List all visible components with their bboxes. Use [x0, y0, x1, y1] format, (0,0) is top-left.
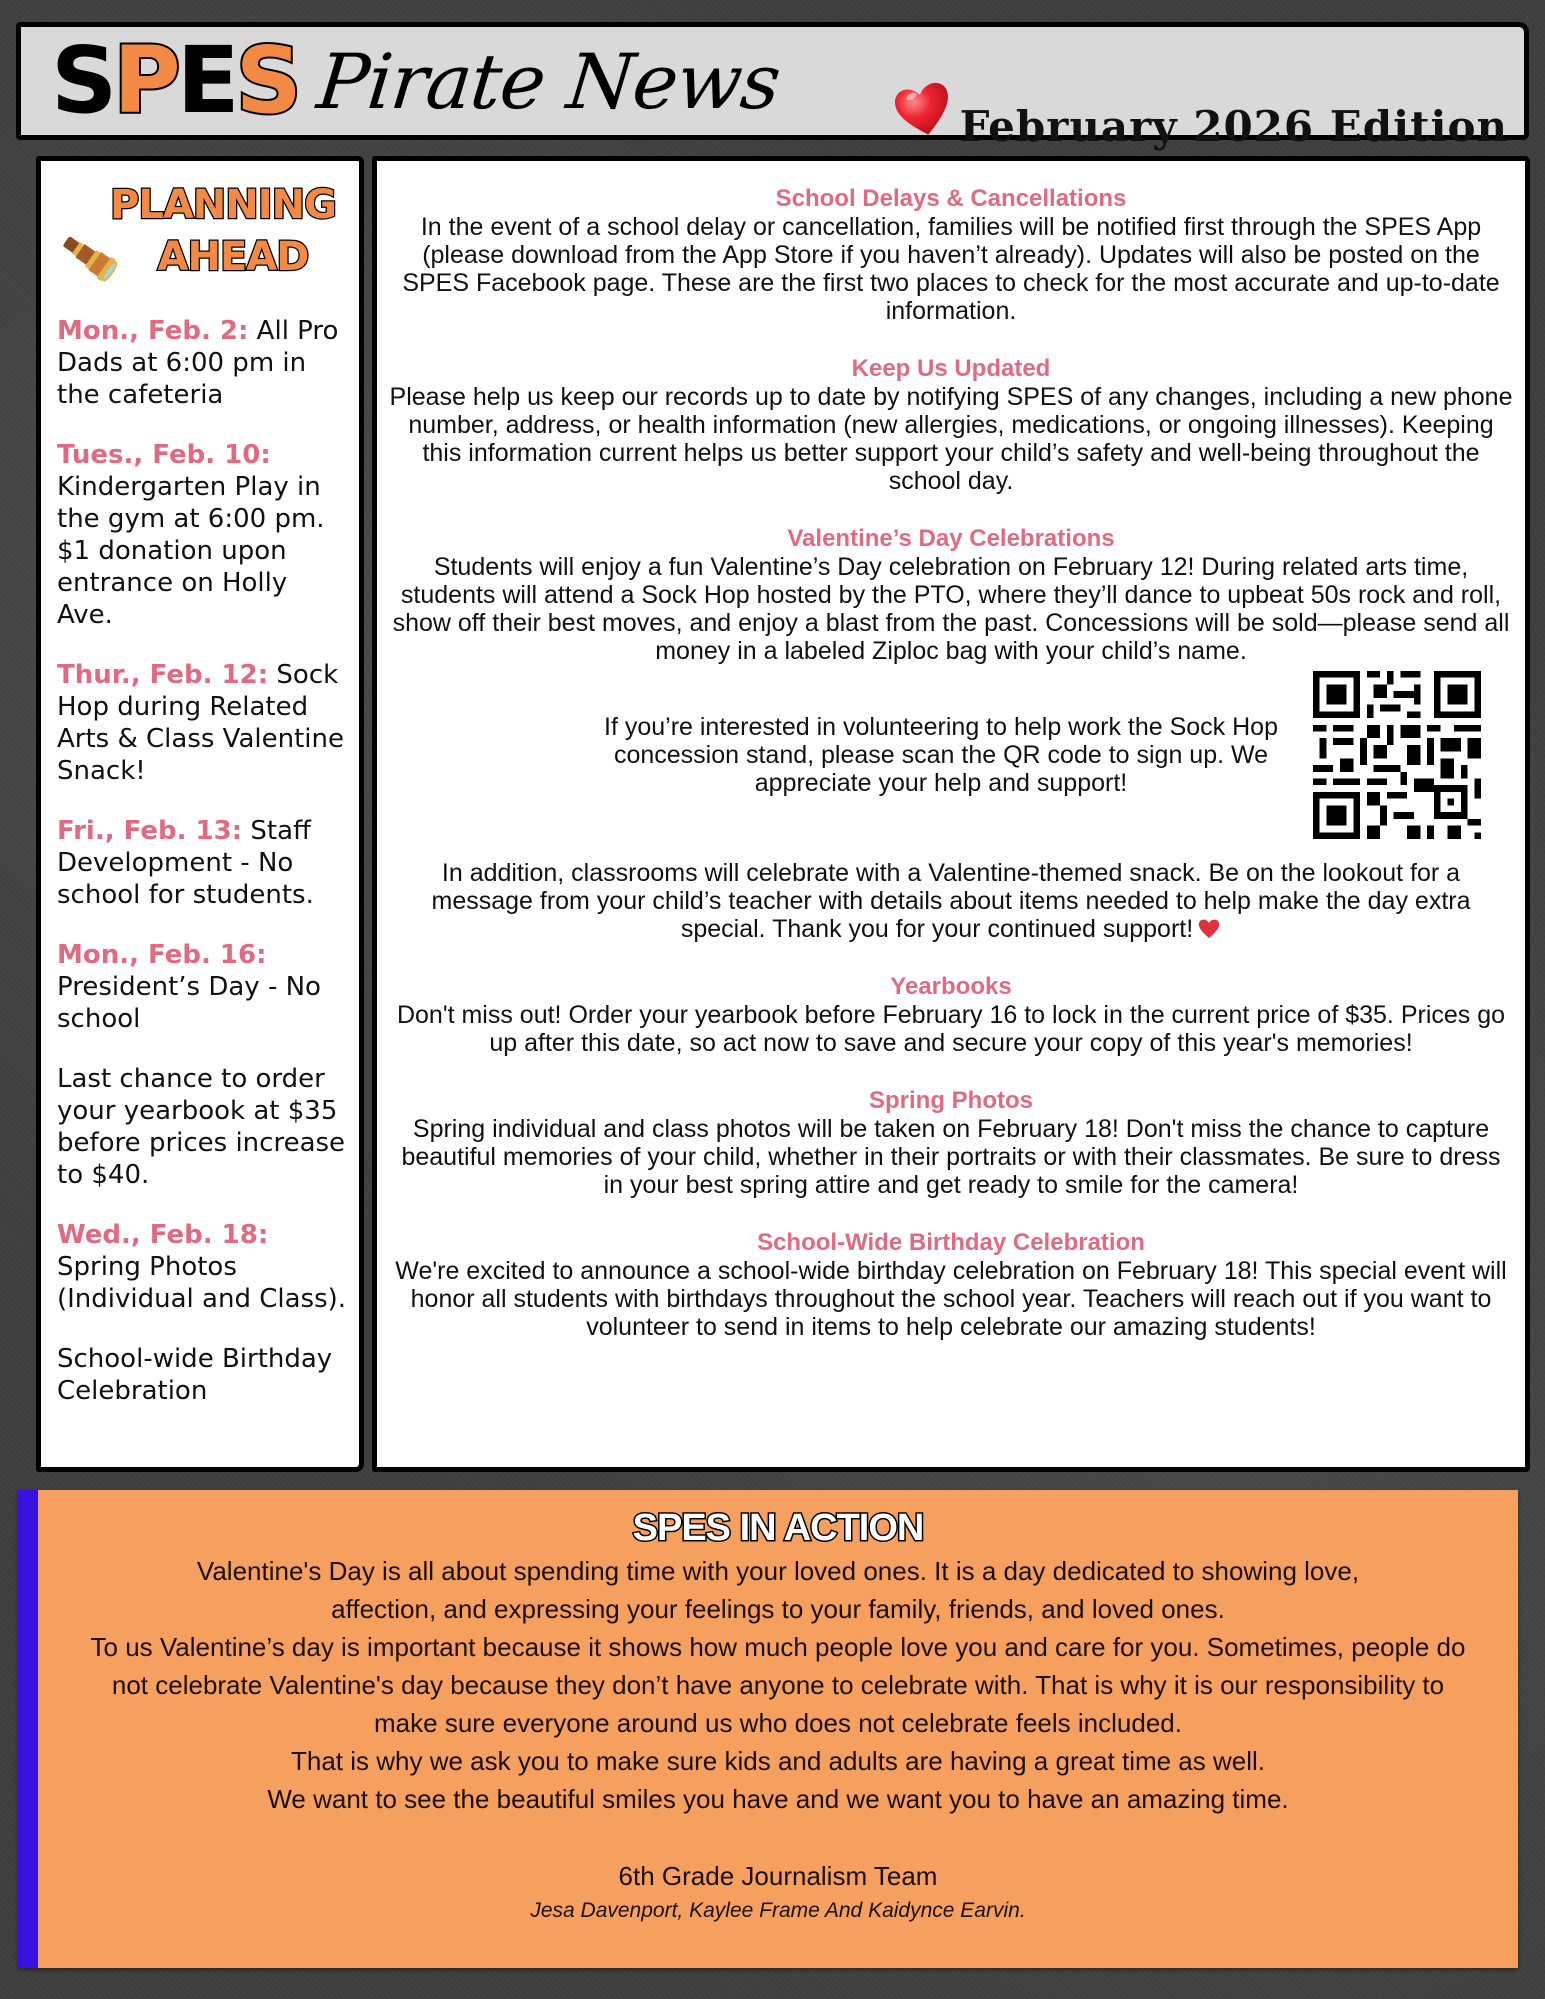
heart-icon [1197, 916, 1221, 940]
event-yearbook-reminder [57, 1063, 349, 1191]
header-banner [16, 22, 1529, 151]
article-delays [389, 185, 1513, 325]
edition-label: February 2026 Edition [959, 102, 1508, 151]
article-body: Spring individual and class photos will be taken on February 18! Don't miss the chance to capture beautiful memories of your child, whether in their portraits or with their classmates. Be sure to dress in your best spring attire and get ready to smile for the camera! [401, 1115, 1501, 1199]
spes-logo [51, 27, 298, 134]
logo-letter-s1: S [51, 27, 114, 134]
event-text: Kindergarten Play in the gym at 6:00 pm. $1 donation upon entrance on Holly Ave. [57, 472, 325, 630]
heart-icon [892, 79, 954, 141]
event-date: Fri., Feb. 13: [57, 816, 243, 846]
article-title: Keep Us Updated [851, 355, 1051, 382]
event-text: Staff Development - No school for students. [57, 816, 314, 910]
spes-in-action-section [18, 1490, 1518, 1968]
event-text: Sock Hop during Related Arts & Class Valentine Snack! [57, 660, 344, 786]
action-paragraph: That is why we ask you to make sure kids and adults are having a great time as well. [290, 1746, 1266, 1776]
journalism-team: 6th Grade Journalism Team [618, 1861, 938, 1891]
article-valentines [389, 525, 1513, 943]
article-title: Yearbooks [890, 973, 1012, 1000]
event-date: Thur., Feb. 12: [57, 660, 269, 690]
article-body: Please help us keep our records up to date by notifying SPES of any changes, including a new phone number, address, or health information (new allergies, medications, or ongoing illnesses). Keeping this information current helps us better support your child’s safety and well-being throughout the school day. [389, 383, 1513, 495]
planning-heading [57, 179, 349, 287]
action-title: SPES IN ACTION [632, 1507, 924, 1549]
article-body: In the event of a school delay or cancellation, families will be notified first through the SPES App (please download from the App Store if you haven’t already). Updates will also be posted on the SPES Facebook page. These are the first two places to check for the most accurate and up-to-date information. [402, 213, 1500, 325]
event-feb-13 [57, 815, 349, 911]
spyglass-icon [57, 225, 121, 289]
event-date: Wed., Feb. 18: [57, 1220, 269, 1250]
masthead [51, 27, 784, 134]
event-feb-12 [57, 659, 349, 787]
article-keep-updated [389, 355, 1513, 495]
event-text: All Pro Dads at 6:00 pm in the cafeteria [57, 316, 339, 410]
event-feb-16 [57, 939, 349, 1035]
authors: Jesa Davenport, Kaylee Frame And Kaidynce Earvin. [530, 1899, 1026, 1922]
logo-letter-s2: S [235, 27, 298, 134]
event-date: Mon., Feb. 16: [57, 940, 267, 970]
article-title: School Delays & Cancellations [775, 185, 1127, 212]
article-yearbooks [389, 973, 1513, 1057]
event-date: Tues., Feb. 10: [57, 440, 271, 470]
newsletter-title: Pirate News [313, 36, 784, 126]
event-date: Mon., Feb. 2: [57, 316, 249, 346]
event-birthday [57, 1343, 349, 1407]
edition-block [892, 79, 1508, 151]
article-spring-photos [389, 1087, 1513, 1199]
action-paragraph: To us Valentine’s day is important because it shows how much people love you and care for you. Sometimes, people do not celebrate Valentine's day because they don’t have anyone to celebrate with. That is why it is our responsibility to make sure everyone around us who does not celebrate feels included. [90, 1632, 1466, 1738]
event-feb-10 [57, 439, 349, 631]
article-body: Students will enjoy a fun Valentine’s Day celebration on February 12! During related arts time, students will attend a Sock Hop hosted by the PTO, where they’ll dance to upbeat 50s rock and roll, show off their best moves, and enjoy a blast from the past. Concessions will be sold—please send all money in a labeled Ziploc bag with your child’s name. [392, 553, 1510, 665]
planning-heading-line2: AHEAD [157, 234, 309, 280]
action-paragraph: We want to see the beautiful smiles you have and we want you to have an amazing time. [267, 1784, 1289, 1814]
action-body [38, 1552, 1518, 1818]
article-title: School-Wide Birthday Celebration [757, 1229, 1145, 1256]
logo-letter-e: E [176, 27, 236, 134]
qr-code[interactable] [1313, 671, 1481, 839]
event-text: President’s Day - No school [57, 972, 321, 1034]
event-feb-18 [57, 1219, 349, 1315]
article-title: Valentine’s Day Celebrations [787, 525, 1115, 552]
article-body: We're excited to announce a school-wide birthday celebration on February 18! This special event will honor all students with birthdays throughout the school year. Teachers will reach out if you want to volunteer to send in items to help celebrate our amazing students! [395, 1257, 1507, 1341]
event-feb-2 [57, 315, 349, 411]
planning-heading-line1: PLANNING [110, 182, 336, 228]
news-articles-panel [372, 156, 1530, 1472]
article-body: Don't miss out! Order your yearbook before February 16 to lock in the current price of $35. Prices go up after this date, so act now to save and secure your copy of this year's memories! [396, 1001, 1506, 1057]
snack-text [389, 859, 1513, 943]
action-paragraph: Valentine's Day is all about spending time with your loved ones. It is a day dedicated to showing love, affection, and expressing your feelings to your family, friends, and loved ones. [196, 1556, 1360, 1624]
event-text: Last chance to order your yearbook at $35 before prices increase to $40. [57, 1064, 346, 1190]
event-text: School-wide Birthday Celebration [57, 1344, 333, 1406]
event-text: Spring Photos (Individual and Class). [57, 1252, 347, 1314]
volunteer-callout [389, 671, 1513, 839]
article-title: Spring Photos [869, 1087, 1033, 1114]
volunteer-text: If you’re interested in volunteering to help work the Sock Hop concession stand, please scan the QR code to sign up. We appreciate your help and support! [604, 713, 1278, 797]
snack-text-content: In addition, classrooms will celebrate with a Valentine-themed snack. Be on the lookout for a message from your child’s teacher with details about items needed to help make the day extra special. Thank you for your continued support! [431, 859, 1471, 943]
planning-ahead-panel [36, 156, 364, 1472]
article-birthday [389, 1229, 1513, 1341]
logo-letter-p: P [113, 27, 177, 134]
